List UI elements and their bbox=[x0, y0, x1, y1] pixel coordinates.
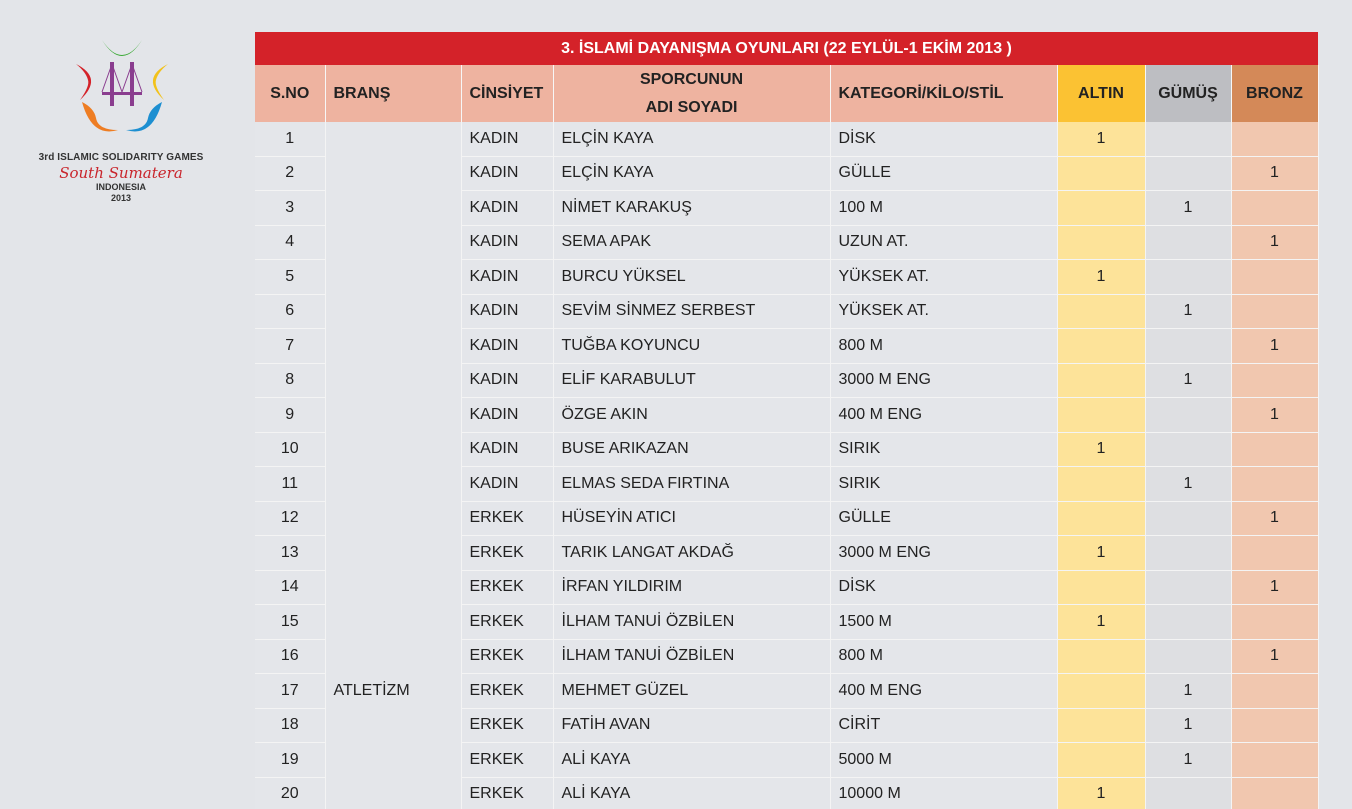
cell-altin: 1 bbox=[1057, 605, 1145, 640]
header-gumus: GÜMÜŞ bbox=[1145, 65, 1231, 122]
cell-cinsiyet: KADIN bbox=[461, 191, 553, 226]
cell-gumus bbox=[1145, 122, 1231, 156]
cell-gumus: 1 bbox=[1145, 674, 1231, 709]
cell-cinsiyet: ERKEK bbox=[461, 777, 553, 809]
cell-kategori: CİRİT bbox=[830, 708, 1057, 743]
cell-bronz bbox=[1231, 605, 1318, 640]
cell-bronz bbox=[1231, 708, 1318, 743]
cell-gumus bbox=[1145, 260, 1231, 295]
cell-cinsiyet: KADIN bbox=[461, 467, 553, 502]
cell-altin bbox=[1057, 363, 1145, 398]
cell-cinsiyet: ERKEK bbox=[461, 674, 553, 709]
cell-sno: 3 bbox=[255, 191, 325, 226]
cell-sporcu-adi: HÜSEYİN ATICI bbox=[553, 501, 830, 536]
cell-sporcu-adi: ALİ KAYA bbox=[553, 743, 830, 778]
cell-sporcu-adi: TARIK LANGAT AKDAĞ bbox=[553, 536, 830, 571]
cell-altin bbox=[1057, 329, 1145, 364]
cell-bronz: 1 bbox=[1231, 329, 1318, 364]
cell-kategori: 1500 M bbox=[830, 605, 1057, 640]
cell-altin: 1 bbox=[1057, 536, 1145, 571]
cell-gumus: 1 bbox=[1145, 708, 1231, 743]
cell-kategori: 800 M bbox=[830, 329, 1057, 364]
header-row bbox=[255, 65, 1318, 122]
cell-sno: 10 bbox=[255, 432, 325, 467]
table-title: 3. İSLAMİ DAYANIŞMA OYUNLARI (22 EYLÜL-1 EKİM 2013 ) bbox=[255, 32, 1318, 65]
cell-kategori: YÜKSEK AT. bbox=[830, 294, 1057, 329]
cell-cinsiyet: KADIN bbox=[461, 363, 553, 398]
cell-sporcu-adi: BURCU YÜKSEL bbox=[553, 260, 830, 295]
cell-sporcu-adi: TUĞBA KOYUNCU bbox=[553, 329, 830, 364]
cell-gumus bbox=[1145, 777, 1231, 809]
cell-altin bbox=[1057, 501, 1145, 536]
cell-cinsiyet: KADIN bbox=[461, 294, 553, 329]
cell-gumus bbox=[1145, 536, 1231, 571]
cell-cinsiyet: KADIN bbox=[461, 156, 553, 191]
cell-sporcu-adi: ELÇİN KAYA bbox=[553, 122, 830, 156]
cell-cinsiyet: ERKEK bbox=[461, 570, 553, 605]
cell-sporcu-adi: ELMAS SEDA FIRTINA bbox=[553, 467, 830, 502]
cell-sno: 19 bbox=[255, 743, 325, 778]
games-logo bbox=[36, 34, 206, 224]
cell-sporcu-adi: ELİF KARABULUT bbox=[553, 363, 830, 398]
cell-gumus: 1 bbox=[1145, 743, 1231, 778]
cell-gumus bbox=[1145, 639, 1231, 674]
cell-sno: 1 bbox=[255, 122, 325, 156]
cell-sno: 8 bbox=[255, 363, 325, 398]
cell-sporcu-adi: İRFAN YILDIRIM bbox=[553, 570, 830, 605]
cell-gumus: 1 bbox=[1145, 294, 1231, 329]
cell-bronz bbox=[1231, 743, 1318, 778]
logo-year: 2013 bbox=[110, 193, 132, 203]
cell-cinsiyet: KADIN bbox=[461, 225, 553, 260]
cell-kategori: 10000 M bbox=[830, 777, 1057, 809]
cell-cinsiyet: KADIN bbox=[461, 432, 553, 467]
header-sporcu-line1: SPORCUNUN bbox=[639, 70, 744, 88]
cell-gumus bbox=[1145, 501, 1231, 536]
cell-sno: 16 bbox=[255, 639, 325, 674]
cell-altin bbox=[1057, 743, 1145, 778]
cell-sno: 14 bbox=[255, 570, 325, 605]
cell-gumus bbox=[1145, 432, 1231, 467]
cell-bronz bbox=[1231, 122, 1318, 156]
cell-kategori: DİSK bbox=[830, 122, 1057, 156]
cell-kategori: 400 M ENG bbox=[830, 398, 1057, 433]
cell-bronz: 1 bbox=[1231, 398, 1318, 433]
cell-gumus bbox=[1145, 156, 1231, 191]
cell-brans-merged bbox=[325, 122, 461, 809]
cell-gumus bbox=[1145, 570, 1231, 605]
cell-sporcu-adi: FATİH AVAN bbox=[553, 708, 830, 743]
cell-bronz bbox=[1231, 674, 1318, 709]
cell-altin bbox=[1057, 570, 1145, 605]
cell-gumus bbox=[1145, 225, 1231, 260]
cell-sporcu-adi: İLHAM TANUİ ÖZBİLEN bbox=[553, 605, 830, 640]
table-row bbox=[255, 122, 1318, 156]
cell-sno: 18 bbox=[255, 708, 325, 743]
cell-kategori: UZUN AT. bbox=[830, 225, 1057, 260]
brans-label: ATLETİZM bbox=[333, 682, 410, 699]
cell-altin bbox=[1057, 467, 1145, 502]
cell-altin: 1 bbox=[1057, 777, 1145, 809]
cell-sno: 15 bbox=[255, 605, 325, 640]
header-kategori: KATEGORİ/KİLO/STİL bbox=[830, 65, 1057, 122]
header-bronz: BRONZ bbox=[1231, 65, 1318, 122]
cell-bronz: 1 bbox=[1231, 501, 1318, 536]
cell-gumus: 1 bbox=[1145, 363, 1231, 398]
cell-bronz bbox=[1231, 467, 1318, 502]
cell-bronz bbox=[1231, 260, 1318, 295]
cell-bronz bbox=[1231, 191, 1318, 226]
cell-gumus: 1 bbox=[1145, 191, 1231, 226]
cell-bronz bbox=[1231, 536, 1318, 571]
cell-altin bbox=[1057, 639, 1145, 674]
cell-bronz: 1 bbox=[1231, 156, 1318, 191]
cell-cinsiyet: ERKEK bbox=[461, 743, 553, 778]
cell-sno: 9 bbox=[255, 398, 325, 433]
cell-sno: 5 bbox=[255, 260, 325, 295]
cell-altin bbox=[1057, 225, 1145, 260]
cell-sporcu-adi: ÖZGE AKIN bbox=[553, 398, 830, 433]
cell-cinsiyet: ERKEK bbox=[461, 501, 553, 536]
cell-bronz bbox=[1231, 432, 1318, 467]
cell-sno: 2 bbox=[255, 156, 325, 191]
header-sno: S.NO bbox=[255, 65, 325, 122]
cell-altin bbox=[1057, 156, 1145, 191]
cell-cinsiyet: ERKEK bbox=[461, 639, 553, 674]
cell-sno: 4 bbox=[255, 225, 325, 260]
logo-caption bbox=[36, 152, 206, 204]
cell-bronz: 1 bbox=[1231, 639, 1318, 674]
cell-sno: 12 bbox=[255, 501, 325, 536]
header-sporcu bbox=[553, 65, 830, 122]
cell-bronz bbox=[1231, 294, 1318, 329]
cell-sporcu-adi: MEHMET GÜZEL bbox=[553, 674, 830, 709]
cell-kategori: 3000 M ENG bbox=[830, 536, 1057, 571]
cell-kategori: GÜLLE bbox=[830, 501, 1057, 536]
cell-sno: 13 bbox=[255, 536, 325, 571]
cell-sno: 11 bbox=[255, 467, 325, 502]
cell-sno: 20 bbox=[255, 777, 325, 809]
cell-altin: 1 bbox=[1057, 432, 1145, 467]
solidarity-games-emblem-icon bbox=[66, 34, 178, 146]
cell-sporcu-adi: ELÇİN KAYA bbox=[553, 156, 830, 191]
cell-sno: 7 bbox=[255, 329, 325, 364]
cell-gumus: 1 bbox=[1145, 467, 1231, 502]
cell-sporcu-adi: SEVİM SİNMEZ SERBEST bbox=[553, 294, 830, 329]
cell-kategori: GÜLLE bbox=[830, 156, 1057, 191]
cell-altin bbox=[1057, 708, 1145, 743]
header-brans: BRANŞ bbox=[325, 65, 461, 122]
cell-bronz bbox=[1231, 363, 1318, 398]
table-body bbox=[255, 122, 1318, 809]
cell-sporcu-adi: İLHAM TANUİ ÖZBİLEN bbox=[553, 639, 830, 674]
cell-gumus bbox=[1145, 329, 1231, 364]
cell-sno: 17 bbox=[255, 674, 325, 709]
cell-cinsiyet: KADIN bbox=[461, 122, 553, 156]
cell-kategori: YÜKSEK AT. bbox=[830, 260, 1057, 295]
cell-kategori: 3000 M ENG bbox=[830, 363, 1057, 398]
cell-kategori: 5000 M bbox=[830, 743, 1057, 778]
cell-gumus bbox=[1145, 605, 1231, 640]
header-sporcu-line2: ADI SOYADI bbox=[645, 98, 738, 116]
cell-cinsiyet: ERKEK bbox=[461, 708, 553, 743]
medal-table bbox=[255, 32, 1318, 809]
cell-cinsiyet: KADIN bbox=[461, 260, 553, 295]
header-altin: ALTIN bbox=[1057, 65, 1145, 122]
cell-cinsiyet: ERKEK bbox=[461, 605, 553, 640]
cell-cinsiyet: ERKEK bbox=[461, 536, 553, 571]
cell-kategori: SIRIK bbox=[830, 432, 1057, 467]
logo-host-script: South Sumatera bbox=[59, 164, 183, 182]
cell-sporcu-adi: SEMA APAK bbox=[553, 225, 830, 260]
cell-altin bbox=[1057, 191, 1145, 226]
cell-cinsiyet: KADIN bbox=[461, 398, 553, 433]
cell-gumus bbox=[1145, 398, 1231, 433]
cell-sporcu-adi: NİMET KARAKUŞ bbox=[553, 191, 830, 226]
cell-sporcu-adi: BUSE ARIKAZAN bbox=[553, 432, 830, 467]
cell-altin: 1 bbox=[1057, 122, 1145, 156]
cell-kategori: SIRIK bbox=[830, 467, 1057, 502]
cell-bronz bbox=[1231, 777, 1318, 809]
medal-results-table bbox=[255, 65, 1319, 809]
cell-cinsiyet: KADIN bbox=[461, 329, 553, 364]
cell-kategori: 400 M ENG bbox=[830, 674, 1057, 709]
cell-kategori: 800 M bbox=[830, 639, 1057, 674]
header-cinsiyet: CİNSİYET bbox=[461, 65, 553, 122]
cell-altin bbox=[1057, 398, 1145, 433]
cell-kategori: DİSK bbox=[830, 570, 1057, 605]
logo-country: INDONESIA bbox=[95, 182, 146, 192]
cell-bronz: 1 bbox=[1231, 225, 1318, 260]
cell-bronz: 1 bbox=[1231, 570, 1318, 605]
cell-kategori: 100 M bbox=[830, 191, 1057, 226]
cell-sno: 6 bbox=[255, 294, 325, 329]
cell-sporcu-adi: ALİ KAYA bbox=[553, 777, 830, 809]
cell-altin bbox=[1057, 674, 1145, 709]
cell-altin bbox=[1057, 294, 1145, 329]
logo-games-name: 3rd ISLAMIC SOLIDARITY GAMES bbox=[38, 152, 204, 163]
cell-altin: 1 bbox=[1057, 260, 1145, 295]
